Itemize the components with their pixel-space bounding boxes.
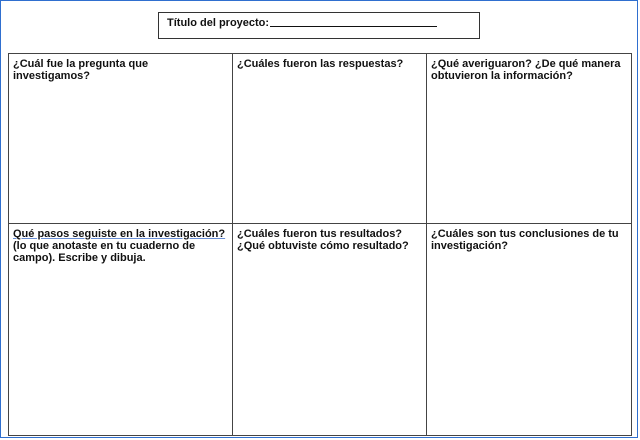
cell-results[interactable] <box>233 224 427 435</box>
cell-steps-heading: Qué pasos seguiste en la investigación? <box>13 228 226 240</box>
cell-steps-instructions: (lo que anotaste en tu cuaderno de campo). Escribe y dibuja. <box>13 240 196 264</box>
cell-findings-text: ¿Qué averiguaron? ¿De qué manera obtuvieron la información? <box>431 58 621 82</box>
cell-answers-text: ¿Cuáles fueron las respuestas? <box>237 58 404 70</box>
project-title-box <box>158 12 480 39</box>
cell-results-text-2: ¿Qué obtuviste cómo resultado? <box>237 240 409 252</box>
project-title-label: Título del proyecto: <box>167 17 270 29</box>
project-title-blank-line[interactable] <box>270 26 437 27</box>
cell-results-text-1: ¿Cuáles fueron tus resultados? <box>237 228 403 240</box>
cell-conclusions[interactable] <box>427 224 631 435</box>
cell-findings[interactable] <box>427 54 631 224</box>
cell-answers[interactable] <box>233 54 427 224</box>
cell-question-text: ¿Cuál fue la pregunta que investigamos? <box>13 58 149 82</box>
worksheet-grid <box>8 53 632 436</box>
cell-question[interactable] <box>9 54 233 224</box>
cell-conclusions-text: ¿Cuáles son tus conclusiones de tu investigación? <box>431 228 619 252</box>
cell-steps[interactable] <box>9 224 233 435</box>
